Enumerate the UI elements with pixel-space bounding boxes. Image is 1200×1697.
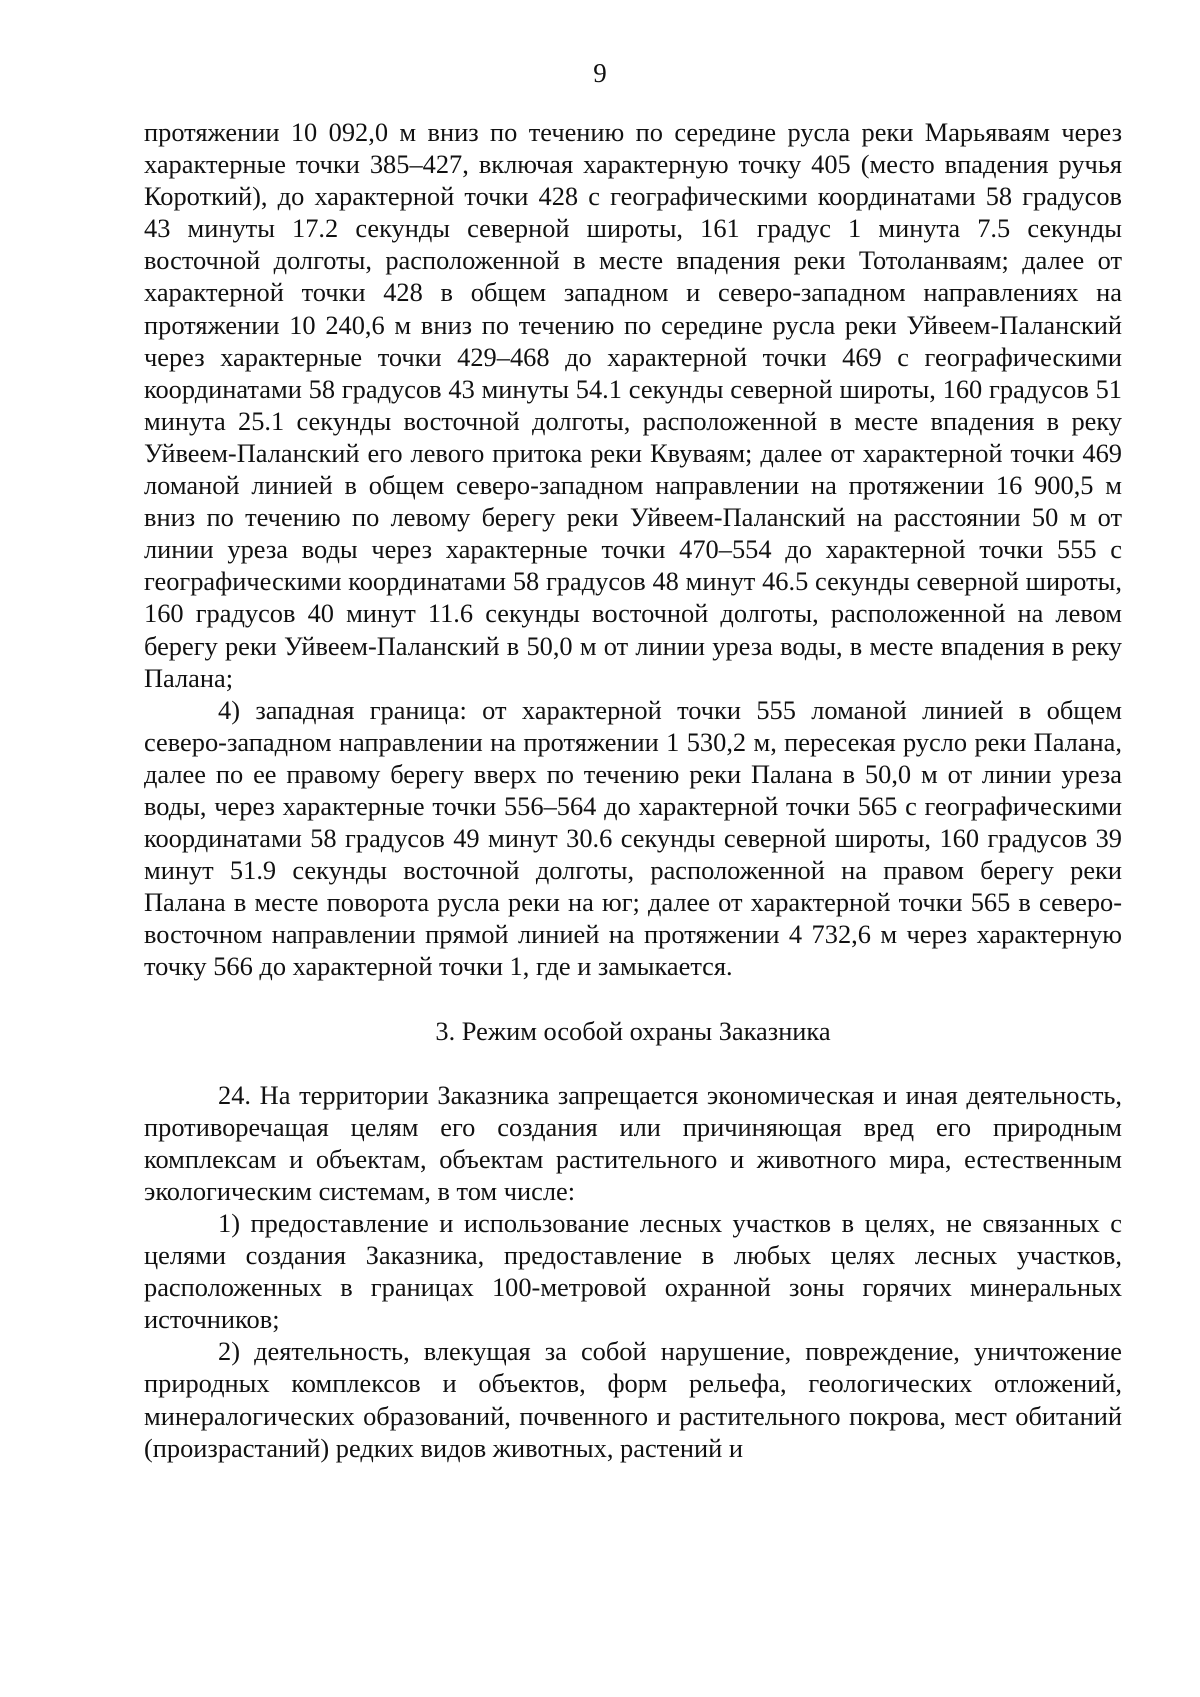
- paragraph-boundary-continuation: протяжении 10 092,0 м вниз по течению по середине русла реки Марьяваям через характерные точки 385–427, включая характерную точку 405 (место впадения ручья Короткий), до характерной точки 428 с географическими координатами 58 градусов 43 минуты 17.2 секунды северной широты, 161 градус 1 минута 7.5 секунды восточной долготы, расположенной в месте впадения реки Тотоланваям; далее от характерной точки 428 в общем западном и северо-западном направлениях на протяжении 10 240,6 м вниз по течению по середине русла реки Уйвеем-Паланский через характерные точки 429–468 до характерной точки 469 с географическими координатами 58 градусов 43 минуты 54.1 секунды северной широты, 160 градусов 51 минута 25.1 секунды восточной долготы, расположенной в месте впадения в реку Уйвеем-Паланский его левого притока реки Квуваям; далее от характерной точки 469 ломаной линией в общем северо-западном направлении на протяжении 16 900,5 м вниз по течению по левому берегу реки Уйвеем-Паланский на расстоянии 50 м от линии уреза воды через характерные точки 470–554 до характерной точки 555 с географическими координатами 58 градусов 48 минут 46.5 секунды северной широты, 160 градусов 40 минут 11.6 секунды восточной долготы, расположенной на левом берегу реки Уйвеем-Паланский в 50,0 м от линии уреза воды, в месте впадения в реку Палана;: [144, 117, 1122, 693]
- document-body: [144, 116, 1122, 1464]
- page-number: 9: [593, 58, 607, 88]
- paragraph-subitem-2: 2) деятельность, влекущая за собой нарушение, повреждение, уничтожение природных комплексов и объектов, форм рельефа, геологических отложений, минералогических образований, почвенного и растительного покрова, мест обитаний (произрастаний) редких видов животных, растений и: [144, 1336, 1122, 1463]
- paragraph-subitem-1: 1) предоставление и использование лесных участков в целях, не связанных с целями создания Заказника, предоставление в любых целях лесных участков, расположенных в границах 100-метровой охранной зоны горячих минеральных источников;: [144, 1208, 1122, 1335]
- section-heading: 3. Режим особой охраны Заказника: [435, 1015, 831, 1046]
- paragraph-item-24: 24. На территории Заказника запрещается экономическая и иная деятельность, противоречащая целям его создания или причиняющая вред его природным комплексам и объектам, объектам растительного и животного мира, естественным экологическим системам, в том числе:: [144, 1079, 1122, 1206]
- paragraph-western-boundary: 4) западная граница: от характерной точки 555 ломаной линией в общем северо-западном направлении на протяжении 1 530,2 м, пересекая русло реки Палана, далее по ее правому берегу вверх по течению реки Палана в 50,0 м от линии уреза воды, через характерные точки 556–564 до характерной точки 565 с географическими координатами 58 градусов 49 минут 30.6 секунды северной широты, 160 градусов 39 минут 51.9 секунды восточной долготы, расположенной на правом берегу реки Палана в месте поворота русла реки на юг; далее от характерной точки 565 в северо-восточном направлении прямой линией на протяжении 4 732,6 м через характерную точку 566 до характерной точки 1, где и замыкается.: [144, 694, 1122, 982]
